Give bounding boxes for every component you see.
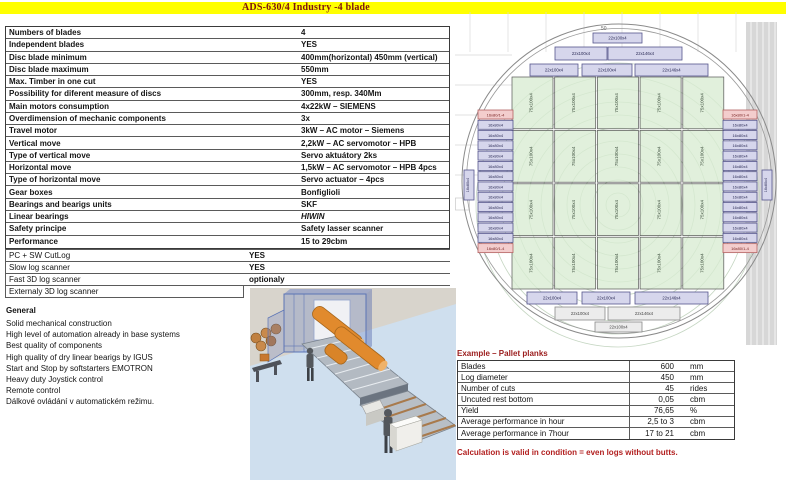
board-size-label: 16x80x4: [487, 153, 504, 159]
cant-size-label: 75x100x4: [656, 199, 662, 220]
spec-label: Overdimension of mechanic components: [9, 113, 166, 123]
board-size-label: 16x80x4: [732, 215, 748, 221]
board-size-label: 22x146x4: [634, 311, 654, 317]
spec-table-row: [6, 76, 449, 88]
spec-label: Possibility for diferent measure of discs: [9, 89, 162, 99]
general-line: High quality of dry linear bearigs by IGUS: [6, 352, 153, 362]
board-size-label: 16x80x4: [732, 153, 748, 159]
board-size-label: 16x80x4: [487, 204, 504, 210]
spec-label: Gear boxes: [9, 187, 53, 197]
spec-label: Horizontal move: [9, 163, 72, 173]
board-size-label: 16x80/1-4: [731, 112, 749, 118]
example-label: Number of cuts: [458, 383, 630, 393]
board-size-label: 22x100x4: [542, 295, 562, 301]
board-size-label: 16x80x4: [732, 132, 748, 138]
general-line: Start and Stop by softstarters EMOTRON: [6, 363, 153, 373]
option-value: YES: [249, 263, 266, 272]
spec-label: Max. Timber in one cut: [9, 77, 96, 87]
cant-size-label: 75x100x4: [613, 199, 619, 220]
example-table-row: [458, 428, 734, 439]
general-line: High level of automation already in base systems: [6, 330, 180, 340]
spec-label: Performance: [9, 237, 58, 247]
option-label: PC + SW CutLog: [9, 251, 71, 260]
example-unit: rides: [690, 383, 708, 393]
example-table-row: [458, 417, 734, 428]
example-table: [457, 360, 735, 440]
general-line: Heavy duty Joystick control: [6, 375, 103, 385]
option-label: Externaly 3D log scanner: [9, 287, 99, 296]
spec-label: Main motors consumption: [9, 101, 109, 111]
spec-label: Vertical move: [9, 138, 61, 148]
spec-value: Servo actuator – 4pcs: [301, 175, 385, 185]
example-unit: mm: [690, 361, 704, 371]
calculation-note: Calculation is valid in condition = even logs without butts.: [457, 448, 678, 457]
example-value: 0,05: [658, 394, 674, 404]
spec-table-row: [6, 39, 449, 51]
board-size-label: 16x80x4: [732, 235, 748, 241]
example-label: Uncuted rest bottom: [458, 394, 630, 404]
board-size-label: 16x80x4: [487, 184, 504, 190]
board-size-label: 16x80x4: [732, 204, 748, 210]
page-title: ADS-630/4 Industry -4 blade: [242, 2, 370, 13]
example-unit: mm: [690, 372, 704, 382]
bottom-boards: [527, 292, 708, 332]
board-size-label: 16x80x4: [487, 143, 504, 149]
example-heading: Example – Pallet planks: [457, 349, 548, 358]
spec-value: 1,5kW – AC servomotor – HPB 4pcs: [301, 163, 437, 173]
cant-size-label: 75x100x4: [613, 253, 619, 273]
board-size-label: 16x80x4: [487, 235, 504, 241]
board-size-label: 16x80x4: [487, 174, 504, 180]
spec-table-row: [6, 150, 449, 162]
board-size-label: 22x100x4: [596, 295, 616, 301]
cant-size-label: 75x100x4: [613, 146, 619, 167]
cant-size-label: 75x100x4: [571, 93, 577, 113]
board-size-label: 16x80x4: [466, 177, 470, 193]
cant-size-label: 75x100x4: [528, 253, 534, 273]
example-table-row: [458, 361, 734, 372]
board-size-label: 22x100x4: [570, 311, 590, 317]
spec-table-row: [6, 162, 449, 174]
cant-size-label: 75x100x4: [699, 199, 705, 220]
cant-size-label: 75x100x4: [656, 253, 662, 273]
cant-size-label: 75x100x4: [571, 146, 577, 167]
spec-table: [5, 26, 450, 249]
example-unit: cbm: [690, 417, 706, 427]
example-value: 45: [665, 383, 674, 393]
spec-label: Disc blade minimum: [9, 52, 87, 62]
spec-value: 15 to 29cbm: [301, 237, 348, 247]
spec-table-row: [6, 137, 449, 149]
spec-value: HIWIN: [301, 212, 325, 222]
example-value: 17 to 21: [645, 428, 674, 438]
spec-value: 4x22kW – SIEMENS: [301, 101, 376, 111]
board-size-label: 16x80/1-4: [486, 246, 505, 252]
example-label: Log diameter: [458, 372, 630, 382]
spec-value: 400mm(horizontal) 450mm (vertical): [301, 52, 438, 62]
example-table-row: [458, 372, 734, 383]
spec-label: Type of vertical move: [9, 150, 91, 160]
board-size-label: 16x80x4: [764, 177, 768, 193]
example-value: 600: [660, 361, 674, 371]
board-size-label: 16x80/1-4: [486, 112, 505, 118]
cant-size-label: 75x100x4: [656, 93, 662, 113]
spec-table-row: [6, 52, 449, 64]
board-size-label: 22x146x4: [635, 51, 655, 57]
example-label: Average performance in hour: [458, 417, 630, 427]
spec-value: 300mm, resp. 340Mm: [301, 89, 382, 99]
general-line: Best quality of components: [6, 341, 103, 351]
board-size-label: 22x100x4: [544, 67, 564, 73]
spec-label: Type of horizontal move: [9, 175, 101, 185]
spec-label: Disc blade maximum: [9, 64, 89, 74]
option-value: optionaly: [249, 275, 285, 284]
spec-value: 4: [301, 28, 306, 38]
example-label: Yield: [458, 406, 630, 416]
board-size-label: 22x100x4: [597, 67, 617, 73]
spec-value: SKF: [301, 199, 317, 209]
spec-table-row: [6, 174, 449, 186]
spec-table-row: [6, 199, 449, 211]
example-value: 450: [660, 372, 674, 382]
example-table-row: [458, 394, 734, 405]
general-line: Solid mechanical construction: [6, 319, 112, 328]
board-size-label: 22x100x4: [609, 324, 628, 330]
cutting-pattern-diagram: [455, 12, 800, 350]
cant-size-label: 75x100x4: [613, 93, 619, 113]
spec-table-row: [6, 211, 449, 223]
spec-table-row: [6, 113, 449, 125]
board-size-label: 16x80x4: [487, 132, 504, 138]
spec-table-row: [6, 125, 449, 137]
general-heading: General: [6, 306, 36, 315]
board-size-label: 16x80x4: [732, 174, 748, 180]
top-boards: [530, 33, 708, 76]
board-size-label: 16x80/1-4: [731, 246, 749, 252]
board-size-label: 16x80x4: [487, 225, 504, 231]
option-value: YES: [249, 251, 266, 260]
general-section: [6, 306, 246, 408]
board-size-label: 22x146x4: [662, 67, 681, 73]
cant-size-label: 75x100x4: [528, 199, 534, 220]
board-size-label: 16x80x4: [732, 194, 748, 200]
example-label: Average performance in 7hour: [458, 428, 630, 439]
spec-value: YES: [301, 40, 318, 50]
spec-label: Travel motor: [9, 126, 58, 136]
board-size-label: 16x80x4: [487, 194, 504, 200]
spec-label: Bearings and bearigs units: [9, 199, 112, 209]
dimension-tick-label: 50: [601, 26, 607, 32]
board-size-label: 22x100x4: [608, 35, 627, 41]
spec-value: Servo aktuátory 2ks: [301, 150, 378, 160]
cant-size-label: 75x100x4: [656, 146, 662, 167]
board-size-label: 16x80x4: [487, 163, 504, 169]
cant-size-label: 75x100x4: [528, 146, 534, 167]
board-size-label: 16x80x4: [487, 215, 504, 221]
spec-value: 2,2kW – AC servomotor – HPB: [301, 138, 417, 148]
board-size-label: 16x80x4: [732, 143, 748, 149]
cant-size-label: 75x100x4: [571, 253, 577, 273]
spec-table-row: [6, 236, 449, 248]
example-table-row: [458, 406, 734, 417]
general-line: Remote control: [6, 386, 61, 396]
example-value: 76,65: [653, 406, 674, 416]
spec-label: Independent blades: [9, 40, 85, 50]
spec-value: YES: [301, 77, 318, 87]
spec-table-row: [6, 101, 449, 113]
example-unit: cbm: [690, 394, 706, 404]
spec-value: 550mm: [301, 64, 329, 74]
general-lines: [6, 318, 246, 408]
options-table-row: [6, 274, 450, 286]
spec-label: Safety principe: [9, 224, 67, 234]
spec-value: Bonfiglioli: [301, 187, 341, 197]
options-table-row: [6, 262, 450, 274]
options-table-row: [6, 250, 450, 262]
board-size-label: 16x80x4: [732, 122, 748, 128]
example-table-row: [458, 383, 734, 394]
board-size-label: 16x80x4: [487, 122, 504, 128]
board-size-label: 22x146x4: [662, 295, 681, 301]
spec-value: 3kW – AC motor – Siemens: [301, 126, 405, 136]
cant-size-label: 75x100x4: [699, 146, 705, 167]
sawmill-illustration: [250, 288, 456, 480]
board-size-label: 22x100x4: [571, 51, 591, 57]
spec-label: Linear bearings: [9, 212, 69, 222]
example-value: 2,5 to 3: [647, 417, 674, 427]
spec-value: Safety lasser scanner: [301, 224, 384, 234]
general-line: Dálkové ovládání v automatickém režimu.: [6, 397, 155, 407]
cant-size-label: 75x100x4: [699, 93, 705, 113]
option-label: Fast 3D log scanner: [9, 275, 81, 284]
spec-table-row: [6, 88, 449, 100]
example-label: Blades: [458, 361, 630, 371]
option-label: Slow log scanner: [9, 263, 70, 272]
spec-table-row: [6, 64, 449, 76]
board-size-label: 16x80x4: [732, 225, 748, 231]
cant-size-label: 75x100x4: [699, 253, 705, 273]
spec-table-row: [6, 27, 449, 39]
board-size-label: 16x80x4: [732, 184, 748, 190]
board-size-label: 16x80x4: [732, 163, 748, 169]
spec-table-row: [6, 186, 449, 198]
options-table-row: [6, 286, 244, 298]
cant-size-label: 75x100x4: [571, 199, 577, 220]
spec-table-row: [6, 223, 449, 235]
example-unit: %: [690, 406, 698, 416]
cant-size-label: 75x100x4: [528, 93, 534, 113]
example-unit: cbm: [690, 428, 706, 438]
spec-value: 3x: [301, 113, 310, 123]
spec-label: Numbers of blades: [9, 28, 82, 38]
